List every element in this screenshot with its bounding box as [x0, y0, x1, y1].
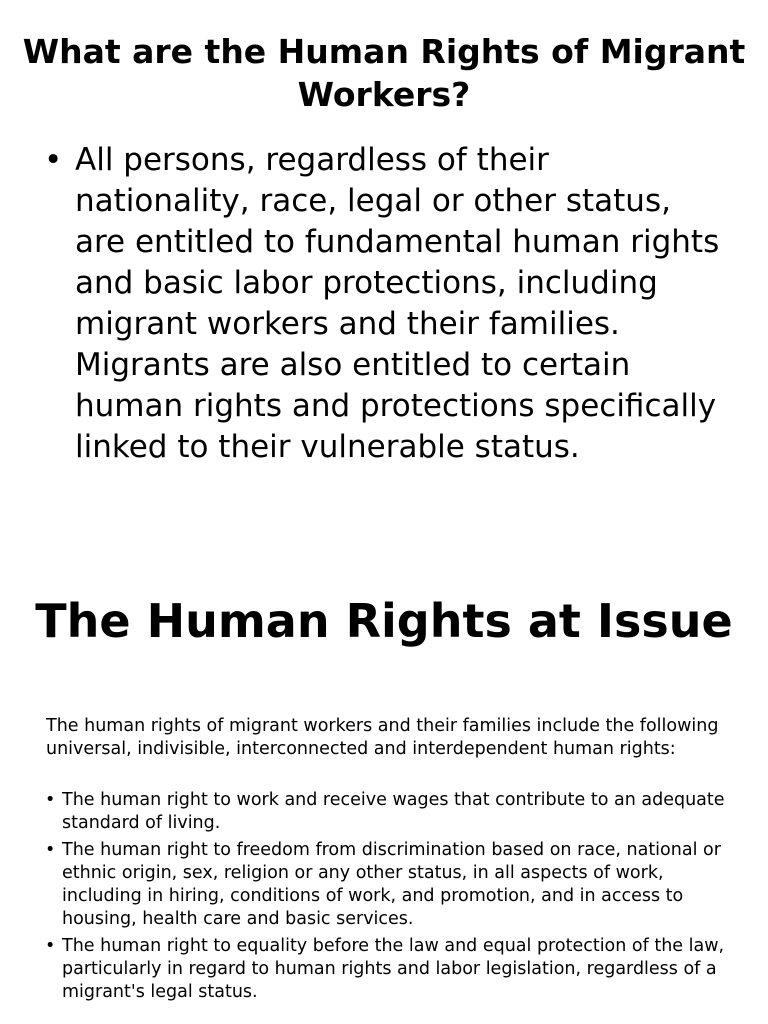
slide-title-rights-at-issue: The Human Rights at Issue	[35, 594, 733, 648]
slide2-bullet-item: • The human right to freedom from discrimination based on race, national or ethnic origin, sex, religion or any other status, in all aspects of work, including in hiring, conditions of work, and promotion, and in access to housing, health care and basic services.	[45, 839, 745, 931]
slide2-bullet-list	[45, 789, 745, 1008]
slide2-bullet-item: • The human right to equality before the law and equal protection of the law, particularly in regard to human rights and labor legislation, regardless of a migrant's legal status.	[45, 935, 745, 1004]
slide1-bullet-list	[44, 140, 724, 468]
slide2-intro-paragraph: The human rights of migrant workers and their families include the following universal, indivisible, interconnected and interdependent human rights:	[46, 716, 719, 759]
slide2-bullet-item: • The human right to work and receive wages that contribute to an adequate standard of living.	[45, 789, 745, 835]
slide1-bullet-item: • All persons, regardless of their nationality, race, legal or other status, are entitled to fundamental human rights and basic labor protections, including migrant workers and their families. Migrants are also entitled to certain human rights and protections specifically linked to their vulnerable status.	[44, 140, 724, 468]
slide-title-migrant-rights: What are the Human Rights of Migrant Workers?	[22, 32, 746, 114]
